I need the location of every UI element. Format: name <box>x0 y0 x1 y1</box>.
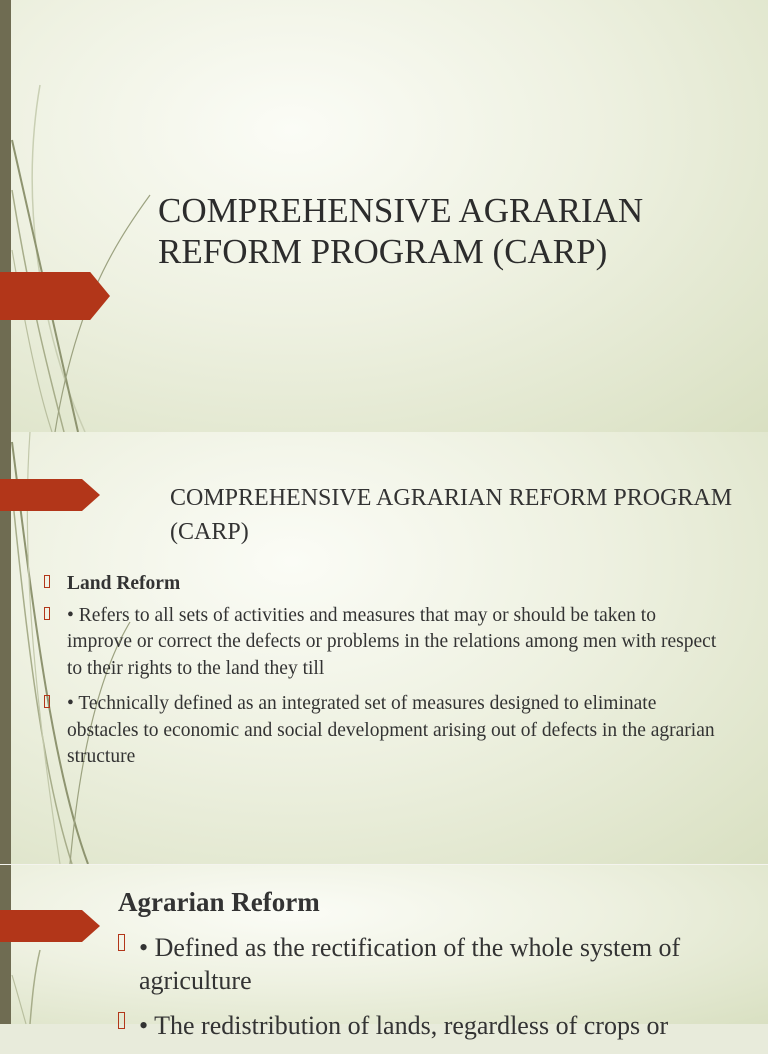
list-item <box>44 603 724 683</box>
slide-title: COMPREHENSIVE AGRARIAN REFORM PROGRAM (CARP) <box>158 191 644 271</box>
bullet-text: • Defined as the rectification of the whole system of agriculture <box>139 933 681 995</box>
bullet-text: • Technically defined as an integrated set of measures designed to eliminate obstacles to economic and social development arising out of defects in the agrarian structure <box>67 693 715 767</box>
red-arrow-tab <box>0 910 100 942</box>
bullet-text: • Refers to all sets of activities and measures that may or should be taken to improve or correct the defects or problems in the relations among men with respect to their rights to the land they till <box>67 604 717 679</box>
title-slide <box>0 0 768 432</box>
list-item <box>44 691 724 771</box>
bullet-text: • The redistribution of lands, regardless of crops or <box>139 1011 669 1040</box>
agrarian-reform-slide <box>0 865 768 1040</box>
hollow-rectangle-bullet-icon <box>44 575 50 588</box>
land-reform-slide <box>0 432 768 864</box>
bullet-list <box>44 571 724 780</box>
slide-heading: Agrarian Reform <box>118 887 320 917</box>
list-item <box>118 931 738 997</box>
list-item <box>118 1009 738 1042</box>
hollow-rectangle-bullet-icon <box>44 695 50 708</box>
hollow-rectangle-bullet-icon <box>118 1012 125 1029</box>
hollow-rectangle-bullet-icon <box>118 934 125 951</box>
list-item <box>44 571 724 598</box>
bullet-list <box>118 931 738 1054</box>
slide-title: COMPREHENSIVE AGRARIAN REFORM PROGRAM (CARP) <box>170 485 733 545</box>
hollow-rectangle-bullet-icon <box>44 607 50 620</box>
red-arrow-tab <box>0 272 110 320</box>
decorative-swoosh-lines <box>0 865 120 1024</box>
bullet-text: Land Reform <box>67 573 181 594</box>
red-arrow-tab <box>0 479 100 511</box>
